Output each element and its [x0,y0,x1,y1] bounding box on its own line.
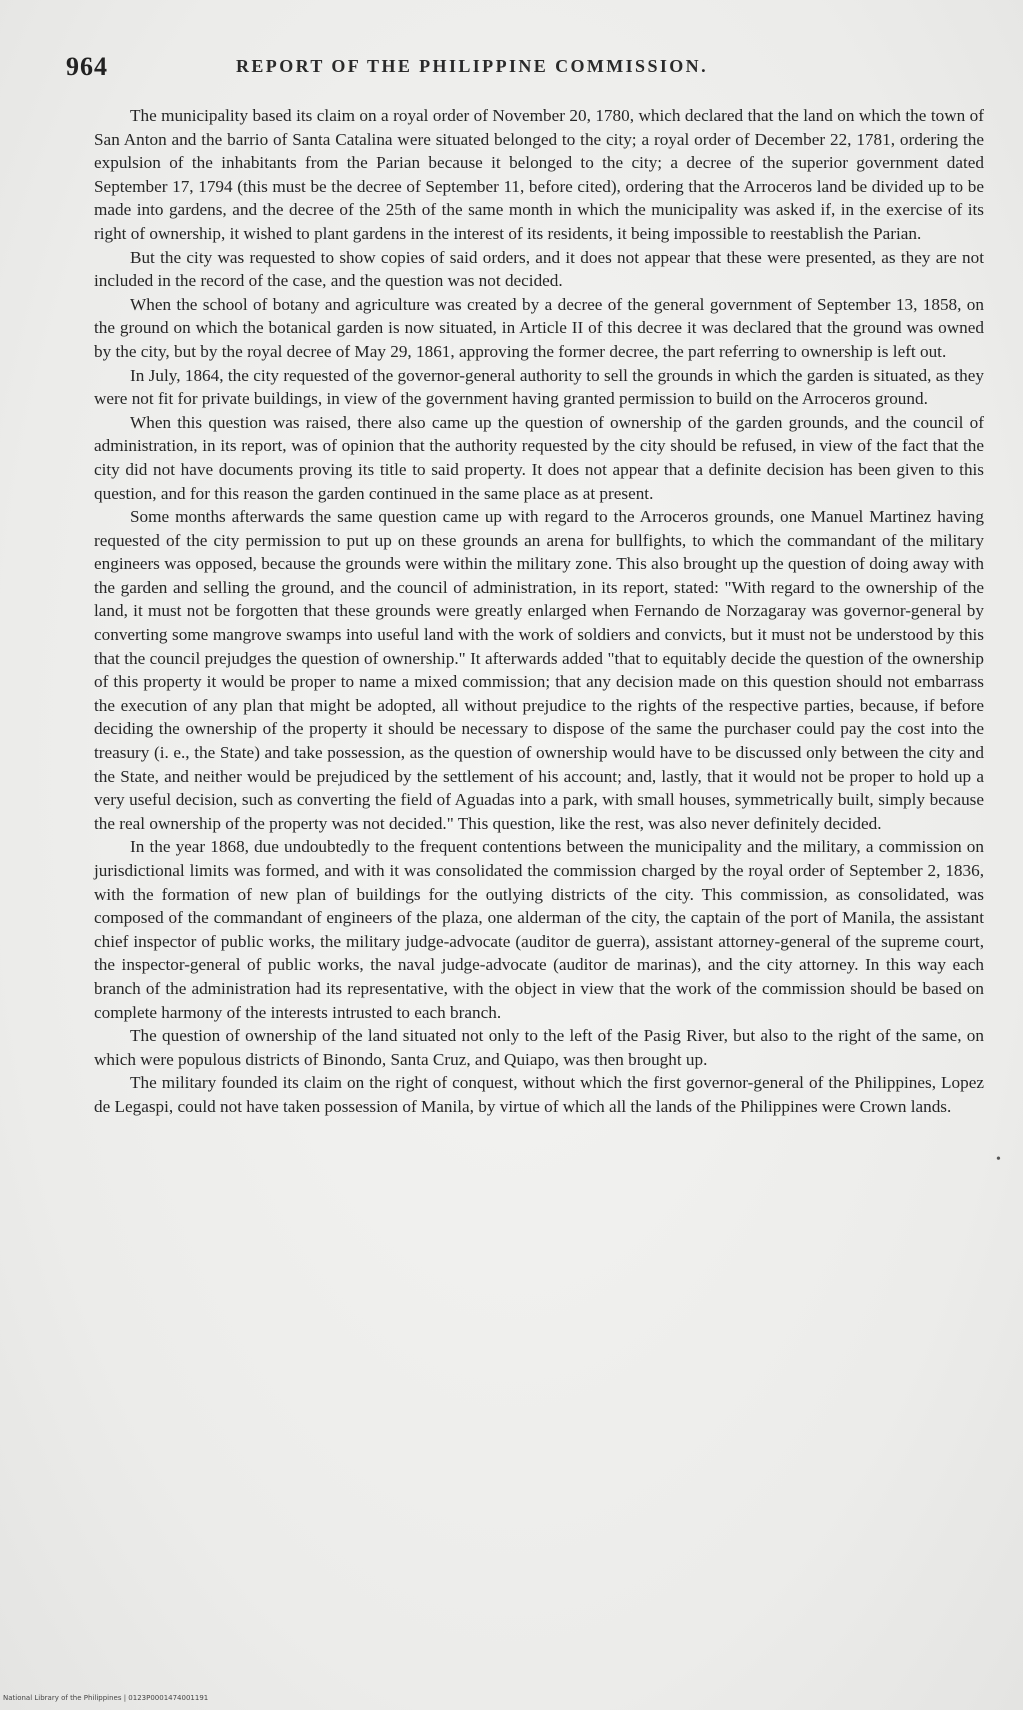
paragraph: Some months afterwards the same question came up with regard to the Arroceros grounds, one Manuel Martinez having requested of the city permission to put up on these grounds an arena for bullfights, to which the commandant of the military engineers was opposed, because the grounds were within the military zone. This also brought up the question of doing away with the garden and selling the ground, and the council of administration, in its report, stated: "With regard to the ownership of the land, it must not be forgotten that these grounds were greatly enlarged when Fernando de Norzagaray was governor-general by converting some mangrove swamps into useful land with the work of soldiers and convicts, but it must not be understood by this that the council prejudges the question of ownership." It afterwards added "that to equitably decide the question of the ownership of this property it would be proper to name a mixed commission; that any decision made on this question should not embarrass the execution of any plan that might be adopted, all without prejudice to the rights of the respective parties, because, if before deciding the ownership of the property it should be necessary to dispose of the same the purchaser could pay the cost into the treasury (i. e., the State) and take possession, as the question of ownership would have to be discussed only between the city and the State, and neither would be prejudiced by the settlement of his account; and, lastly, that it would not be proper to hold up a very useful decision, such as converting the field of Aguadas into a park, with small houses, symmetrically built, simply because the real ownership of the property was not decided." This question, like the rest, was also never definitely decided. [94,507,984,833]
margin-mark: • [996,1152,1001,1167]
paragraph: The municipality based its claim on a royal order of November 20, 1780, which declared that the land on which the town of San Anton and the barrio of Santa Catalina were situated belonged to the city; a royal order of December 22, 1781, ordering the expulsion of the inhabitants from the Parian because it belonged to the city; a decree of the superior government dated September 17, 1794 (this must be the decree of September 11, before cited), ordering that the Arroceros land be divided up to be made into gardens, and the decree of the 25th of the same month in which the municipality was asked if, in the exercise of its right of ownership, it wished to plant gardens in the interest of its residents, it being impossible to reestablish the Parian. [94,106,984,243]
running-head: REPORT OF THE PHILIPPINE COMMISSION. [236,56,708,76]
paragraph: When the school of botany and agriculture was created by a decree of the general government of September 13, 1858, on the ground on which the botanical garden is now situated, in Article II of this decree it was declared that the ground was owned by the city, but by the royal decree of May 29, 1861, approving the former decree, the part referring to ownership is left out. [94,294,984,361]
paragraph: When this question was raised, there also came up the question of ownership of the garden grounds, and the council of administration, in its report, was of opinion that the authority requested by the city should be refused, in view of the fact that the city did not have documents proving its title to said property. It does not appear that a definite decision has been given to this question, and for this reason the garden continued in the same place as at present. [94,412,984,503]
paragraph: In July, 1864, the city requested of the governor-general authority to sell the grounds in which the garden is situated, as they were not fit for private buildings, in view of the government having granted permission to build on the Arroceros ground. [94,365,984,409]
paragraph: In the year 1868, due undoubtedly to the frequent contentions between the municipality and the military, a commission on jurisdictional limits was formed, and with it was consolidated the commission charged by the royal order of September 2, 1836, with the formation of new plan of buildings for the outlying districts of the city. This commission, as consolidated, was composed of the commandant of engineers of the plaza, one alderman of the city, the captain of the port of Manila, the assistant chief inspector of public works, the military judge-advocate (auditor de guerra), assistant attorney-general of the supreme court, the inspector-general of public works, the naval judge-advocate (auditor de marinas), and the city attorney. In this way each branch of the administration had its representative, with the object in view that the work of the commission should be based on complete harmony of the interests intrusted to each branch. [94,837,984,1022]
paragraph: The military founded its claim on the right of conquest, without which the first governor-general of the Philippines, Lopez de Legaspi, could not have taken possession of Manila, by virtue of which all the lands of the Philippines were Crown lands. [94,1073,984,1116]
paragraph: The question of ownership of the land situated not only to the left of the Pasig River, but also to the right of the same, on which were populous districts of Binondo, Santa Cruz, and Quiapo, was then brought up. [94,1026,984,1069]
paragraph: But the city was requested to show copies of said orders, and it does not appear that these were presented, as they are not included in the record of the case, and the question was not decided. [94,247,984,291]
page-header [66,52,956,88]
body-text [94,104,984,1119]
page-number: 964 [66,52,108,81]
scan-credit-footer: National Library of the Philippines | 0123P0001474001191 [3,1694,209,1702]
